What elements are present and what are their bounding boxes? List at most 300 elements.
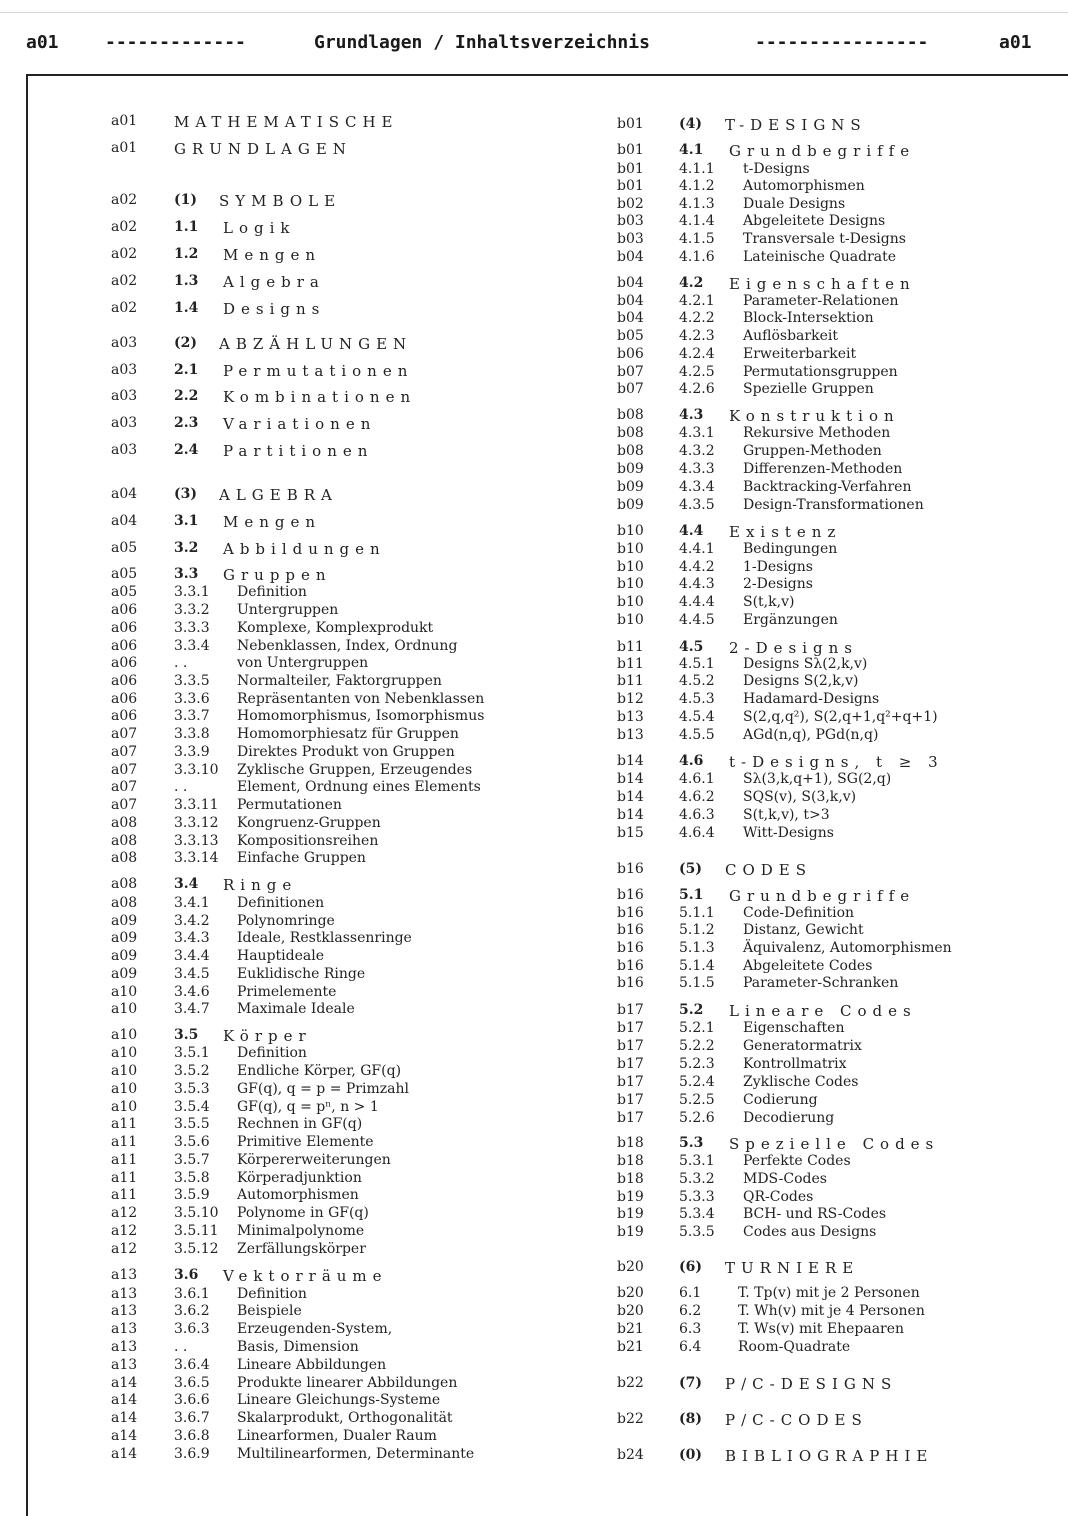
toc-section-number: (3): [174, 486, 197, 502]
toc-title: Produkte linearer Abbildungen: [237, 1375, 458, 1391]
toc-section-number: 4.3.2: [679, 443, 715, 459]
toc-page-code: b16: [617, 887, 644, 903]
toc-title: Erweiterbarkeit: [743, 346, 857, 362]
toc-title: Room-Quadrate: [738, 1339, 851, 1355]
toc-title: Gruppen: [223, 566, 332, 584]
toc-title: Existenz: [729, 523, 842, 541]
toc-title: Polynome in GF(q): [237, 1205, 369, 1221]
toc-page-code: b17: [617, 1002, 644, 1018]
toc-page-code: b20: [617, 1259, 644, 1275]
toc-title: ALGEBRA: [219, 486, 338, 504]
toc-section-number: 3.5.6: [174, 1134, 210, 1150]
toc-page-code: b17: [617, 1110, 644, 1126]
toc-section-number: 3.4: [174, 876, 199, 892]
toc-page-code: a14: [111, 1410, 138, 1426]
toc-page-code: b18: [617, 1135, 644, 1151]
toc-section-number: 4.2.5: [679, 364, 715, 380]
toc-section-number: 4.5.3: [679, 691, 715, 707]
toc-page-code: b10: [617, 559, 644, 575]
toc-section-number: 3.4.2: [174, 913, 210, 929]
toc-section-number: 3.6.6: [174, 1392, 210, 1408]
toc-title: Endliche Körper, GF(q): [237, 1063, 402, 1079]
toc-title: Maximale Ideale: [237, 1001, 355, 1017]
toc-page-code: b14: [617, 753, 644, 769]
toc-section-number: 4.1.5: [679, 231, 715, 247]
toc-page-code: a11: [111, 1152, 138, 1168]
toc-section-number: 3.3.10: [174, 762, 219, 778]
toc-title: Parameter-Relationen: [743, 293, 899, 309]
toc-section-number: 6.4: [679, 1339, 702, 1355]
toc-title: Zyklische Gruppen, Erzeugendes: [237, 762, 473, 778]
toc-title: Untergruppen: [237, 602, 339, 618]
toc-title: QR-Codes: [743, 1189, 814, 1205]
toc-title: BCH- und RS-Codes: [743, 1206, 887, 1222]
toc-section-number: 4.6.3: [679, 807, 715, 823]
toc-title: SYMBOLE: [219, 192, 342, 210]
toc-page-code: a08: [111, 850, 138, 866]
toc-title: Komplexe, Komplexprodukt: [237, 620, 434, 636]
toc-page-code: a02: [111, 219, 138, 235]
toc-title: Witt-Designs: [743, 825, 834, 841]
toc-page-code: a11: [111, 1116, 138, 1132]
toc-section-number: 4.4: [679, 523, 704, 539]
toc-title: Skalarprodukt, Orthogonalität: [237, 1410, 453, 1426]
toc-page-code: b19: [617, 1224, 644, 1240]
toc-title: Lineare Codes: [729, 1002, 917, 1020]
toc-section-number: 3.3.14: [174, 850, 219, 866]
toc-title: Lineare Abbildungen: [237, 1357, 387, 1373]
toc-title: Parameter-Schranken: [743, 975, 899, 991]
toc-section-number: 4.4.5: [679, 612, 715, 628]
toc-page-code: a10: [111, 1045, 138, 1061]
toc-page-code: b14: [617, 771, 644, 787]
toc-page-code: a14: [111, 1428, 138, 1444]
toc-page-code: a02: [111, 192, 138, 208]
toc-title: Rechnen in GF(q): [237, 1116, 363, 1132]
toc-title: T. Tp(v) mit je 2 Personen: [738, 1285, 920, 1301]
toc-title: Euklidische Ringe: [237, 966, 366, 982]
toc-section-number: 5.2.3: [679, 1056, 715, 1072]
toc-section-number: 3.4.4: [174, 948, 210, 964]
toc-section-number: 3.2: [174, 540, 199, 556]
toc-section-number: 4.5: [679, 639, 704, 655]
toc-title: Einfache Gruppen: [237, 850, 366, 866]
toc-title: Bedingungen: [743, 541, 838, 557]
toc-page-code: a06: [111, 602, 138, 618]
toc-title: Generatormatrix: [743, 1038, 862, 1054]
page-header: [0, 32, 1068, 58]
toc-section-number: 3.5.7: [174, 1152, 210, 1168]
toc-section-number: 3.4.6: [174, 984, 210, 1000]
toc-section-number: 3.6.5: [174, 1375, 210, 1391]
toc-page-code: a08: [111, 895, 138, 911]
toc-title: Partitionen: [223, 442, 374, 460]
toc-title: Definitionen: [237, 895, 325, 911]
toc-section-number: 4.2: [679, 275, 704, 291]
toc-section-number: 3.3.13: [174, 833, 219, 849]
toc-title: Permutationen: [223, 362, 414, 380]
toc-section-number: 4.4.3: [679, 576, 715, 592]
toc-page-code: a10: [111, 1027, 138, 1043]
toc-page-code: b22: [617, 1411, 644, 1427]
toc-title: Gruppen-Methoden: [743, 443, 882, 459]
toc-section-number: 4.3.3: [679, 461, 715, 477]
toc-title: Spezielle Gruppen: [743, 381, 874, 397]
toc-section-number: 6.1: [679, 1285, 702, 1301]
toc-section-number: 5.3: [679, 1135, 704, 1151]
toc-page-code: b04: [617, 275, 644, 291]
toc-title: Logik: [223, 219, 296, 237]
toc-section-number: 3.3.4: [174, 638, 210, 654]
toc-page-code: a02: [111, 273, 138, 289]
toc-title: Lateinische Quadrate: [743, 249, 897, 265]
toc-title: S(t,k,v): [743, 594, 795, 610]
toc-title: Vektorräume: [223, 1267, 388, 1285]
toc-page-code: b14: [617, 789, 644, 805]
toc-page-code: b08: [617, 443, 644, 459]
toc-section-number: 4.4.1: [679, 541, 715, 557]
toc-section-number: 3.6.8: [174, 1428, 210, 1444]
toc-section-number: 3.4.7: [174, 1001, 210, 1017]
toc-title: Lineare Gleichungs-Systeme: [237, 1392, 441, 1408]
toc-page-code: a10: [111, 1001, 138, 1017]
toc-title: Spezielle Codes: [729, 1135, 940, 1153]
toc-section-number: 4.5.2: [679, 673, 715, 689]
toc-title: Linearformen, Dualer Raum: [237, 1428, 437, 1444]
toc-section-number: 3.1: [174, 513, 199, 529]
toc-section-number: 4.1.4: [679, 213, 715, 229]
toc-section-number: (0): [679, 1447, 702, 1463]
toc-page-code: b17: [617, 1056, 644, 1072]
toc-page-code: b02: [617, 196, 644, 212]
toc-page-code: b16: [617, 861, 644, 877]
toc-title: T-DESIGNS: [725, 116, 867, 134]
toc-title: Multilinearformen, Determinante: [237, 1446, 475, 1462]
toc-page-code: a09: [111, 948, 138, 964]
toc-page-code: b01: [617, 178, 644, 194]
toc-section-number: 3.4.3: [174, 930, 210, 946]
toc-title: Design-Transformationen: [743, 497, 924, 513]
toc-page-code: a13: [111, 1321, 138, 1337]
toc-page-code: b04: [617, 310, 644, 326]
toc-page-code: a07: [111, 726, 138, 742]
toc-title: 2-Designs: [743, 576, 813, 592]
toc-section-number: 3.6.2: [174, 1303, 210, 1319]
toc-title: Mengen: [223, 513, 322, 531]
top-rule: [0, 12, 1068, 13]
toc-section-number: 3.3.1: [174, 584, 210, 600]
toc-title: Ideale, Restklassenringe: [237, 930, 412, 946]
toc-section-number: (2): [174, 335, 197, 351]
toc-section-number: 3.3.9: [174, 744, 210, 760]
toc-title: Konstruktion: [729, 407, 900, 425]
toc-page-code: a09: [111, 930, 138, 946]
toc-page-code: b08: [617, 425, 644, 441]
toc-section-number: (1): [174, 192, 197, 208]
toc-title: Normalteiler, Faktorgruppen: [237, 673, 442, 689]
toc-page-code: a06: [111, 708, 138, 724]
toc-section-number: 5.3.3: [679, 1189, 715, 1205]
toc-page-code: b11: [617, 656, 644, 672]
toc-section-number: 5.3.4: [679, 1206, 715, 1222]
toc-title: Körpererweiterungen: [237, 1152, 391, 1168]
toc-page-code: b08: [617, 407, 644, 423]
toc-page-code: a03: [111, 335, 138, 351]
toc-title: Repräsentanten von Nebenklassen: [237, 691, 485, 707]
toc-page-code: b09: [617, 479, 644, 495]
toc-title: Kompositionsreihen: [237, 833, 379, 849]
toc-page-code: a09: [111, 913, 138, 929]
toc-section-number: 4.1: [679, 142, 704, 158]
toc-title: ABZÄHLUNGEN: [219, 335, 413, 353]
toc-page-code: b10: [617, 594, 644, 610]
toc-section-number: 3.6.1: [174, 1286, 210, 1302]
toc-title: Designs: [223, 300, 326, 318]
toc-page-code: a01: [111, 113, 138, 129]
toc-page-code: b15: [617, 825, 644, 841]
toc-title: Hauptideale: [237, 948, 324, 964]
toc-section-number: . .: [174, 1339, 188, 1355]
toc-section-number: 3.6: [174, 1267, 199, 1283]
toc-section-number: 5.1: [679, 887, 704, 903]
toc-title: Designs Sλ(2,k,v): [743, 656, 868, 672]
toc-title: Ergänzungen: [743, 612, 838, 628]
toc-title: Duale Designs: [743, 196, 846, 212]
toc-page-code: a04: [111, 486, 138, 502]
toc-page-code: a06: [111, 691, 138, 707]
toc-title: GF(q), q = pⁿ, n > 1: [237, 1099, 379, 1115]
toc-page-code: a06: [111, 638, 138, 654]
toc-title: 1-Designs: [743, 559, 813, 575]
toc-section-number: (6): [679, 1259, 702, 1275]
toc-section-number: 3.3.5: [174, 673, 210, 689]
toc-section-number: 2.4: [174, 442, 199, 458]
toc-section-number: 4.3.4: [679, 479, 715, 495]
toc-title: Designs S(2,k,v): [743, 673, 859, 689]
toc-section-number: 1.1: [174, 219, 199, 235]
toc-title: SQS(v), S(3,k,v): [743, 789, 857, 805]
toc-page-code: b04: [617, 293, 644, 309]
toc-page-code: a04: [111, 513, 138, 529]
toc-section-number: 3.6.7: [174, 1410, 210, 1426]
toc-section-number: 5.3.5: [679, 1224, 715, 1240]
toc-page-code: a10: [111, 1063, 138, 1079]
toc-page-code: a11: [111, 1170, 138, 1186]
toc-title: Basis, Dimension: [237, 1339, 359, 1355]
toc-section-number: 2.3: [174, 415, 199, 431]
toc-section-number: 5.2.1: [679, 1020, 715, 1036]
toc-page-code: a08: [111, 876, 138, 892]
toc-page-code: a02: [111, 300, 138, 316]
toc-title: GRUNDLAGEN: [174, 140, 352, 158]
toc-title: Direktes Produkt von Gruppen: [237, 744, 455, 760]
toc-page-code: b10: [617, 576, 644, 592]
toc-title: CODES: [725, 861, 813, 879]
toc-section-number: 3.4.5: [174, 966, 210, 982]
toc-page-code: a03: [111, 442, 138, 458]
toc-section-number: 1.3: [174, 273, 199, 289]
toc-title: Sλ(3,k,q+1), SG(2,q): [743, 771, 892, 787]
toc-page-code: a10: [111, 984, 138, 1000]
toc-page-code: a13: [111, 1303, 138, 1319]
toc-page-code: a14: [111, 1446, 138, 1462]
toc-title: Abgeleitete Designs: [743, 213, 886, 229]
toc-section-number: 5.2.5: [679, 1092, 715, 1108]
toc-title: Kombinationen: [223, 388, 417, 406]
toc-page-code: a06: [111, 620, 138, 636]
toc-page-code: b05: [617, 328, 644, 344]
toc-title: Homomorphismus, Isomorphismus: [237, 708, 485, 724]
toc-title: MDS-Codes: [743, 1171, 827, 1187]
toc-section-number: 4.5.1: [679, 656, 715, 672]
toc-page-code: a13: [111, 1267, 138, 1283]
toc-page-code: a08: [111, 833, 138, 849]
toc-section-number: 6.3: [679, 1321, 702, 1337]
toc-page-code: b01: [617, 142, 644, 158]
toc-page-code: b17: [617, 1074, 644, 1090]
toc-title: S(t,k,v), t>3: [743, 807, 830, 823]
toc-page-code: b17: [617, 1038, 644, 1054]
toc-title: t-Designs, t ≥ 3: [729, 753, 944, 771]
toc-title: Zerfällungskörper: [237, 1241, 366, 1257]
toc-title: Definition: [237, 1286, 307, 1302]
toc-title: Codierung: [743, 1092, 818, 1108]
toc-section-number: 5.2: [679, 1002, 704, 1018]
toc-title: Primitive Elemente: [237, 1134, 374, 1150]
toc-page-code: b01: [617, 116, 644, 132]
toc-title: Transversale t-Designs: [743, 231, 906, 247]
toc-page-code: b17: [617, 1020, 644, 1036]
toc-section-number: 3.5.10: [174, 1205, 219, 1221]
toc-title: Abgeleitete Codes: [743, 958, 873, 974]
toc-page-code: b11: [617, 673, 644, 689]
toc-title: Automorphismen: [743, 178, 865, 194]
toc-page-code: b07: [617, 381, 644, 397]
toc-page-code: b16: [617, 975, 644, 991]
toc-page-code: a05: [111, 584, 138, 600]
toc-title: Zyklische Codes: [743, 1074, 859, 1090]
toc-section-number: 3.3.11: [174, 797, 219, 813]
toc-page-code: a02: [111, 246, 138, 262]
toc-page-code: b17: [617, 1092, 644, 1108]
toc-page-code: a06: [111, 655, 138, 671]
toc-section-number: 4.2.2: [679, 310, 715, 326]
toc-page-code: a13: [111, 1286, 138, 1302]
toc-section-number: 5.1.3: [679, 940, 715, 956]
toc-title: P/C-CODES: [725, 1411, 868, 1429]
toc-page-code: b16: [617, 940, 644, 956]
toc-section-number: 4.1.1: [679, 161, 715, 177]
toc-section-number: 4.1.3: [679, 196, 715, 212]
toc-title: Auflösbarkeit: [743, 328, 838, 344]
toc-title: T. Wh(v) mit je 4 Personen: [738, 1303, 925, 1319]
toc-section-number: 5.2.4: [679, 1074, 715, 1090]
toc-section-number: 5.1.2: [679, 922, 715, 938]
toc-section-number: 3.5.2: [174, 1063, 210, 1079]
toc-title: Decodierung: [743, 1110, 835, 1126]
toc-title: Kongruenz-Gruppen: [237, 815, 381, 831]
toc-section-number: 3.3.7: [174, 708, 210, 724]
toc-page-code: b10: [617, 523, 644, 539]
toc-title: T. Ws(v) mit Ehepaaren: [738, 1321, 905, 1337]
toc-title: Nebenklassen, Index, Ordnung: [237, 638, 458, 654]
toc-section-number: 4.1.2: [679, 178, 715, 194]
toc-title: Eigenschaften: [743, 1020, 845, 1036]
toc-section-number: 3.6.4: [174, 1357, 210, 1373]
toc-section-number: 5.2.6: [679, 1110, 715, 1126]
toc-section-number: 3.4.1: [174, 895, 210, 911]
toc-section-number: 4.6.2: [679, 789, 715, 805]
toc-page-code: a13: [111, 1357, 138, 1373]
toc-section-number: 4.2.1: [679, 293, 715, 309]
toc-section-number: 4.4.4: [679, 594, 715, 610]
toc-page-code: a10: [111, 1081, 138, 1097]
toc-section-number: (4): [679, 116, 702, 132]
toc-section-number: 2.1: [174, 362, 199, 378]
toc-page-code: b20: [617, 1303, 644, 1319]
toc-section-number: 4.2.4: [679, 346, 715, 362]
toc-title: Polynomringe: [237, 913, 335, 929]
toc-page-code: b21: [617, 1321, 644, 1337]
toc-section-number: 4.6.1: [679, 771, 715, 787]
toc-page-code: b01: [617, 161, 644, 177]
toc-title: Äquivalenz, Automorphismen: [743, 940, 952, 956]
toc-section-number: (8): [679, 1411, 702, 1427]
toc-title: Variationen: [223, 415, 377, 433]
toc-section-number: 3.5.9: [174, 1187, 210, 1203]
toc-title: AGd(n,q), PGd(n,q): [743, 727, 879, 743]
toc-section-number: (7): [679, 1375, 702, 1391]
toc-section-number: 1.4: [174, 300, 199, 316]
toc-title: Permutationsgruppen: [743, 364, 898, 380]
toc-page-code: a12: [111, 1205, 138, 1221]
toc-page-code: a07: [111, 779, 138, 795]
toc-page-code: a11: [111, 1134, 138, 1150]
toc-section-number: 5.1.1: [679, 905, 715, 921]
toc-section-number: 4.5.4: [679, 709, 715, 725]
toc-page-code: b06: [617, 346, 644, 362]
toc-title: Eigenschaften: [729, 275, 916, 293]
toc-page-code: a09: [111, 966, 138, 982]
toc-title: Code-Definition: [743, 905, 855, 921]
toc-page-code: a12: [111, 1241, 138, 1257]
toc-page-code: b18: [617, 1171, 644, 1187]
toc-title: Erzeugenden-System,: [237, 1321, 393, 1337]
toc-section-number: 3.5: [174, 1027, 199, 1043]
toc-section-number: 4.2.3: [679, 328, 715, 344]
page-title: Grundlagen / Inhaltsverzeichnis: [314, 32, 650, 53]
toc-section-number: 5.1.5: [679, 975, 715, 991]
toc-title: Definition: [237, 584, 307, 600]
toc-section-number: 3.3.6: [174, 691, 210, 707]
toc-page-code: a07: [111, 762, 138, 778]
toc-title: P/C-DESIGNS: [725, 1375, 898, 1393]
toc-title: Algebra: [223, 273, 325, 291]
toc-title: Homomorphiesatz für Gruppen: [237, 726, 459, 742]
toc-page-code: a12: [111, 1223, 138, 1239]
toc-section-number: 4.6.4: [679, 825, 715, 841]
toc-page-code: b16: [617, 958, 644, 974]
toc-page-code: b11: [617, 639, 644, 655]
toc-page-code: b04: [617, 249, 644, 265]
toc-title: GF(q), q = p = Primzahl: [237, 1081, 409, 1097]
toc-title: Differenzen-Methoden: [743, 461, 903, 477]
toc-section-number: 4.3: [679, 407, 704, 423]
toc-section-number: 3.5.8: [174, 1170, 210, 1186]
toc-page-code: a03: [111, 388, 138, 404]
toc-section-number: 4.2.6: [679, 381, 715, 397]
toc-section-number: 1.2: [174, 246, 199, 262]
